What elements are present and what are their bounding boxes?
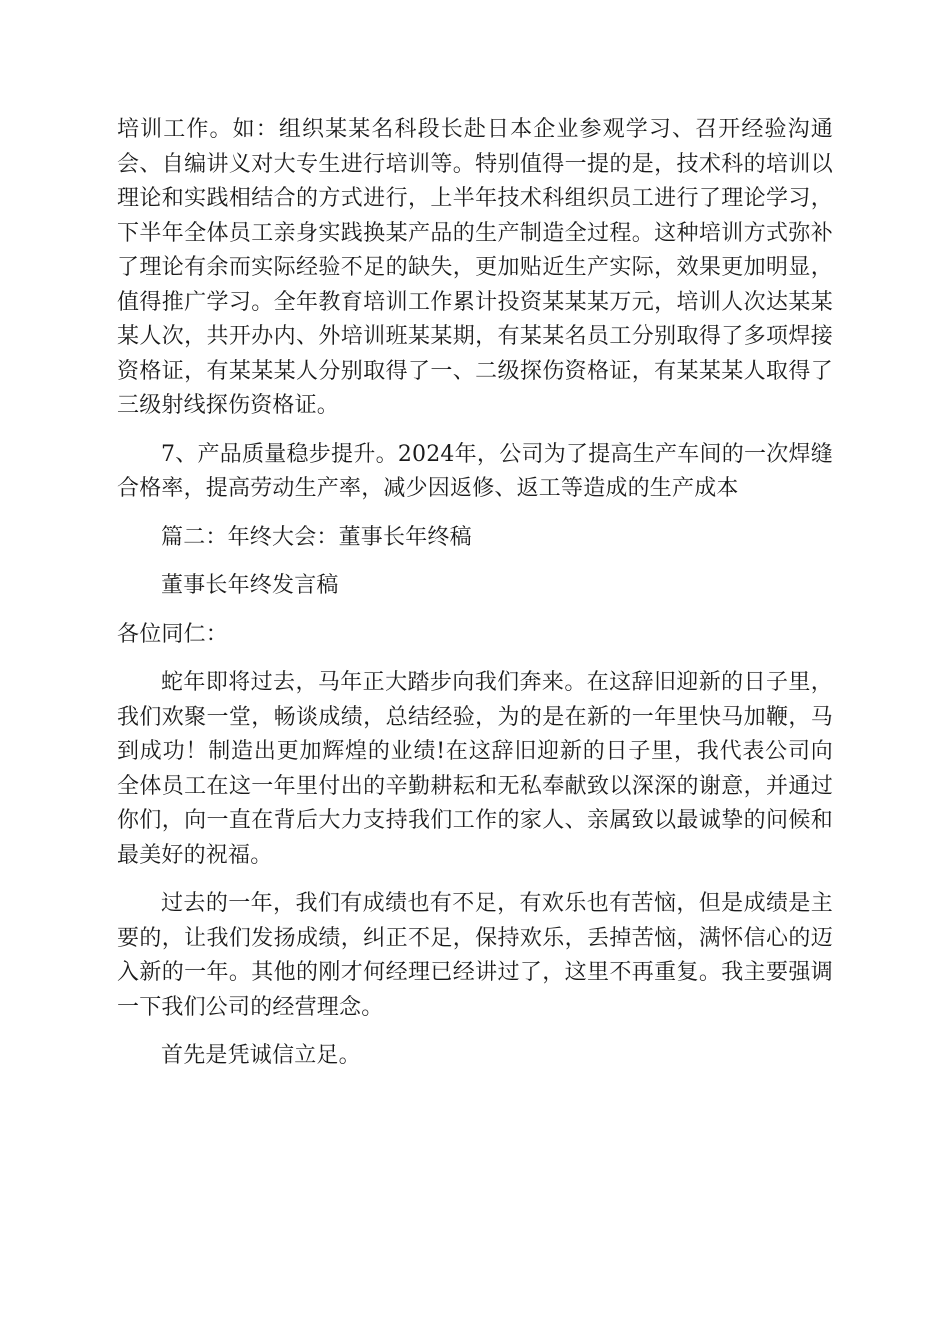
paragraph-new-year: 蛇年即将过去，马年正大踏步向我们奔来。在这辞旧迎新的日子里，我们欢聚一堂，畅谈成绩，总结经验，为的是在新的一年里快马加鞭，马到成功！制造出更加辉煌的业绩!在这辞旧迎新的日子里，我代表公司向全体员工在这一年里付出的辛勤耕耘和无私奉献致以深深的谢意，并通过你们，向一直在背后大力支持我们工作的家人、亲属致以最诚挚的问候和最美好的祝福。 xyxy=(117,670,833,868)
paragraph-training-work: 培训工作。如：组织某某名科段长赴日本企业参观学习、召开经验沟通会、自编讲义对大专生进行培训等。特别值得一提的是，技术科的培训以理论和实践相结合的方式进行，上半年技术科组织员工进行了理论学习，下半年全体员工亲身实践换某产品的生产制造全过程。这种培训方式弥补了理论有余而实际经验不足的缺失，更加贴近生产实际，效果更加明显，值得推广学习。全年教育培训工作累计投资某某某万元，培训人次达某某某人次，共开办内、外培训班某某期，有某某名员工分别取得了多项焊接资格证，有某某某人分别取得了一、二级探伤资格证，有某某某人取得了三级射线探伤资格证。 xyxy=(117,117,833,418)
document-page xyxy=(117,113,833,1074)
paragraph-integrity: 首先是凭诚信立足。 xyxy=(161,1043,361,1068)
salutation: 各位同仁： xyxy=(117,621,229,647)
paragraph-past-year: 过去的一年，我们有成绩也有不足，有欢乐也有苦恼，但是成绩是主要的，让我们发扬成绩，纠正不足，保持欢乐，丢掉苦恼，满怀信心的迈入新的一年。其他的刚才何经理已经讲过了，这里不再重复。我主要强调一下我们公司的经营理念。 xyxy=(117,891,833,1020)
speech-title: 董事长年终发言稿 xyxy=(161,573,339,598)
paragraph-product-quality: 7、产品质量稳步提升。2024年，公司为了提高生产车间的一次焊缝合格率，提高劳动生产率，减少因返修、返工等造成的生产成本 xyxy=(117,441,833,501)
section-heading: 篇二：年终大会：董事长年终稿 xyxy=(161,524,472,550)
